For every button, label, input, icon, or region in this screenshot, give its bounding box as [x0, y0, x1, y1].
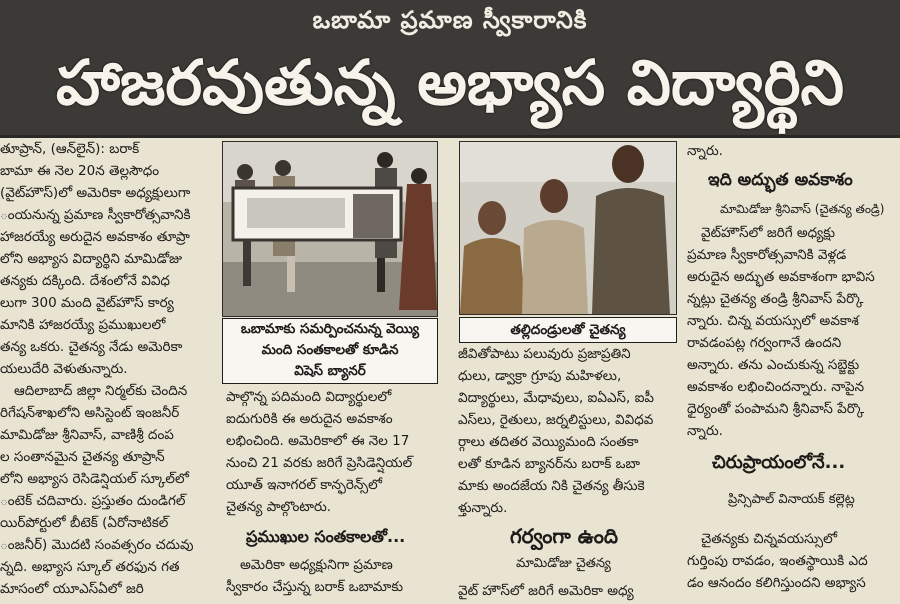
- headline-banner: [0, 0, 900, 138]
- text-line: ఆదిలాబాద్ జిల్లా నిర్మల్‌కు చెందిన: [14, 383, 188, 399]
- text-line: అవకాశం లభించిందన్నారు. నాపైన: [687, 379, 865, 395]
- caption-text: తల్లిదండ్రులతో చైతన్య: [510, 322, 626, 338]
- text-line: మాకు అందజేయ నికి చైతన్య తీసుకె: [458, 478, 645, 494]
- text-line: తన్య ఒకరు. చైతన్య నేడు అమెరికా: [0, 339, 183, 355]
- text-line: ప్రమాణ స్వీకారోత్సవానికి వెళ్లడ: [687, 247, 847, 263]
- quote-credit-father: మామిడోజు శ్రీనివాస్ (చైతన్య తండ్రి): [720, 202, 885, 216]
- text-line: చైతన్య పాల్గొంటారు.: [226, 499, 332, 515]
- article-column-4-top: [687, 140, 900, 164]
- photo-parents: [459, 141, 677, 315]
- text-line: తూప్రాన్, (ఆన్‌లైన్): బరాక్: [0, 141, 140, 157]
- photo-banner-signing-image: [223, 142, 437, 316]
- text-line: చైతన్యకు చిన్నవయస్సులో: [701, 531, 837, 547]
- text-line: డం ఆనందం కలిగిస్తుందని అభ్యాస: [687, 575, 866, 591]
- text-line: యిర్‌పోర్టులో బీటెక్ (ఏరోనాటికల్: [0, 515, 169, 531]
- text-line: మానికి హాజరయ్యే ప్రముఖులలో: [0, 317, 166, 333]
- text-line: యూత్ ఇనాగరల్ కాన్ఫరెన్స్‌లో: [226, 477, 383, 493]
- caption-line: ఒబామాకు సమర్పించనున్న వెయ్యి: [240, 321, 420, 337]
- article-column-3-continued: [458, 580, 680, 604]
- text-line: హాజరయ్యే అరుదైన అవకాశం తూప్రా: [0, 229, 190, 245]
- text-line: లభించింది. అమెరికాలో ఈ నెల 17: [226, 433, 410, 449]
- quote-credit-principal: ప్రిన్సిపాల్ వినాయక్ కల్లెట్ల: [728, 492, 855, 507]
- text-line: జీవితోపాటు పలువురు ప్రజాప్రతిని: [458, 346, 631, 362]
- caption-line: మంది సంతకాలతో కూడిన: [261, 342, 399, 358]
- text-line: ఎస్‌లు, రైతులు, జర్నలిస్టులు, వివిధవ: [458, 412, 654, 428]
- text-line: అమెరికా అధ్యక్షునిగా ప్రమాణ: [240, 557, 393, 573]
- text-line: యలుదేరి వెళుతున్నారు.: [0, 361, 128, 377]
- text-line: ధైర్యంతో పంపామని శ్రీనివాస్ పేర్కొ: [687, 401, 865, 417]
- text-line: బామా ఈ నెల 20న తెల్లసౌధం: [0, 163, 160, 179]
- text-line: ంటెక్ చదివారు. ప్రస్తుతం దుండిగల్: [0, 493, 186, 509]
- text-line: ంయనున్న ప్రమాణ స్వీకారోత్సవానికి: [0, 207, 191, 223]
- text-line: న్నది. అభ్యాస స్కూల్ తరఫున గత: [0, 559, 180, 575]
- article-column-1: [0, 138, 216, 604]
- photo-banner-signing: [222, 141, 438, 317]
- caption-line: విషెస్ బ్యానర్: [294, 363, 366, 379]
- subheading-signatures: ప్రముఖుల సంతకాలతో...: [246, 527, 406, 546]
- text-line: ళ్తున్నారు.: [458, 500, 508, 516]
- article-column-4-continued: [687, 528, 900, 604]
- photo-parents-caption: [459, 317, 677, 343]
- text-line: స్వీకారం చేస్తున్న బరాక్ ఒబామాకు: [226, 579, 404, 595]
- subheading-young-age: చిరుప్రాయంలోనే...: [712, 452, 846, 473]
- text-line: లోని అభ్యాస రెసిడెన్షియల్ స్కూల్‌లో: [0, 471, 189, 487]
- text-line: ఐదుగురికి ఈ అరుదైన అవకాశం: [226, 411, 393, 427]
- subheading-opportunity: ఇది అద్భుత అవకాశం: [708, 170, 853, 190]
- text-line: లతో కూడిన బ్యానర్‌ను బరాక్ ఒబా: [458, 456, 640, 472]
- article-column-2-continued: [226, 554, 454, 604]
- article-column-4: [687, 222, 900, 444]
- text-line: నుంచి 21 వరకు జరిగే ప్రెసిడెన్షియల్: [226, 455, 413, 471]
- text-line: అరుదైన అద్భుత అవకాశంగా భావిస: [687, 269, 875, 285]
- photo-parents-image: [460, 142, 676, 314]
- text-line: లోని అభ్యాస విద్యార్థిని మామిడోజు: [0, 251, 183, 267]
- text-line: తన్యకు దక్కింది. దేశంలోనే వివిధ: [0, 273, 170, 289]
- text-line: అన్నారు. తను ఎంచుకున్న సబ్జెక్టు: [687, 357, 860, 373]
- text-line: పాల్గొన్న పదిమంది విద్యార్థులలో: [226, 389, 392, 405]
- article-column-3: [458, 343, 680, 523]
- text-line: ధులు, డ్వాక్రా గ్రూపు మహిళలు,: [458, 368, 622, 384]
- text-line: ర్గాలు తదితర వెయ్యిమంది సంతకా: [458, 434, 639, 450]
- text-line: మాసంలో యూఎస్‌ఏలో జరి: [0, 581, 144, 597]
- kicker-headline: ఒబామా ప్రమాణ స్వీకారానికి: [312, 6, 588, 34]
- photo-banner-signing-caption: [222, 318, 438, 384]
- text-line: న్నారు.: [687, 423, 723, 439]
- main-headline: హాజరవుతున్న అభ్యాస విద్యార్థిని: [55, 46, 845, 119]
- text-line: వైట్‌హౌస్‌లో జరిగే అధ్యక్షు: [701, 225, 836, 241]
- text-line: వైట్ హౌస్‌లో జరిగే అమెరికా అధ్య: [458, 583, 634, 599]
- text-line: (వైట్‌హౌస్)లో అమెరికా అధ్యక్షులుగా: [0, 185, 191, 201]
- text-line: న్నారు. చిన్న వయస్సులో అవకాశ: [687, 313, 859, 329]
- text-line: ల సంతానమైన చైతన్య తూప్రాన్: [0, 449, 165, 465]
- text-line: ంజనీర్) మొదటి సంవత్సరం చదువు: [0, 537, 194, 553]
- text-line: విద్యార్థులు, మేధావులు, ఐఏఎస్, ఐపీ: [458, 390, 655, 406]
- text-line: గుర్తింపు రావడం, ఇంతస్థాయికి ఎద: [687, 553, 868, 569]
- text-line: రావడంపట్ల గర్వంగానే ఉందని: [687, 335, 842, 351]
- text-line: రిగేషన్‌శాఖలోని అసిస్టెంట్ ఇంజనీర్: [0, 405, 180, 421]
- text-line: న్నట్లు చైతన్య తండ్రి శ్రీనివాస్ పేర్కొ: [687, 291, 864, 307]
- text-line: న్నారు.: [687, 143, 723, 159]
- subheading-proud: గర్వంగా ఉంది: [510, 524, 618, 548]
- text-line: లుగా 300 మంది వైట్‌హౌస్ కార్య: [0, 295, 174, 311]
- text-line: మామిడోజు శ్రీనివాస్, వాణిశ్రీ దంప: [0, 427, 174, 443]
- quote-credit-chaitanya: మామిడోజు చైతన్య: [516, 556, 611, 571]
